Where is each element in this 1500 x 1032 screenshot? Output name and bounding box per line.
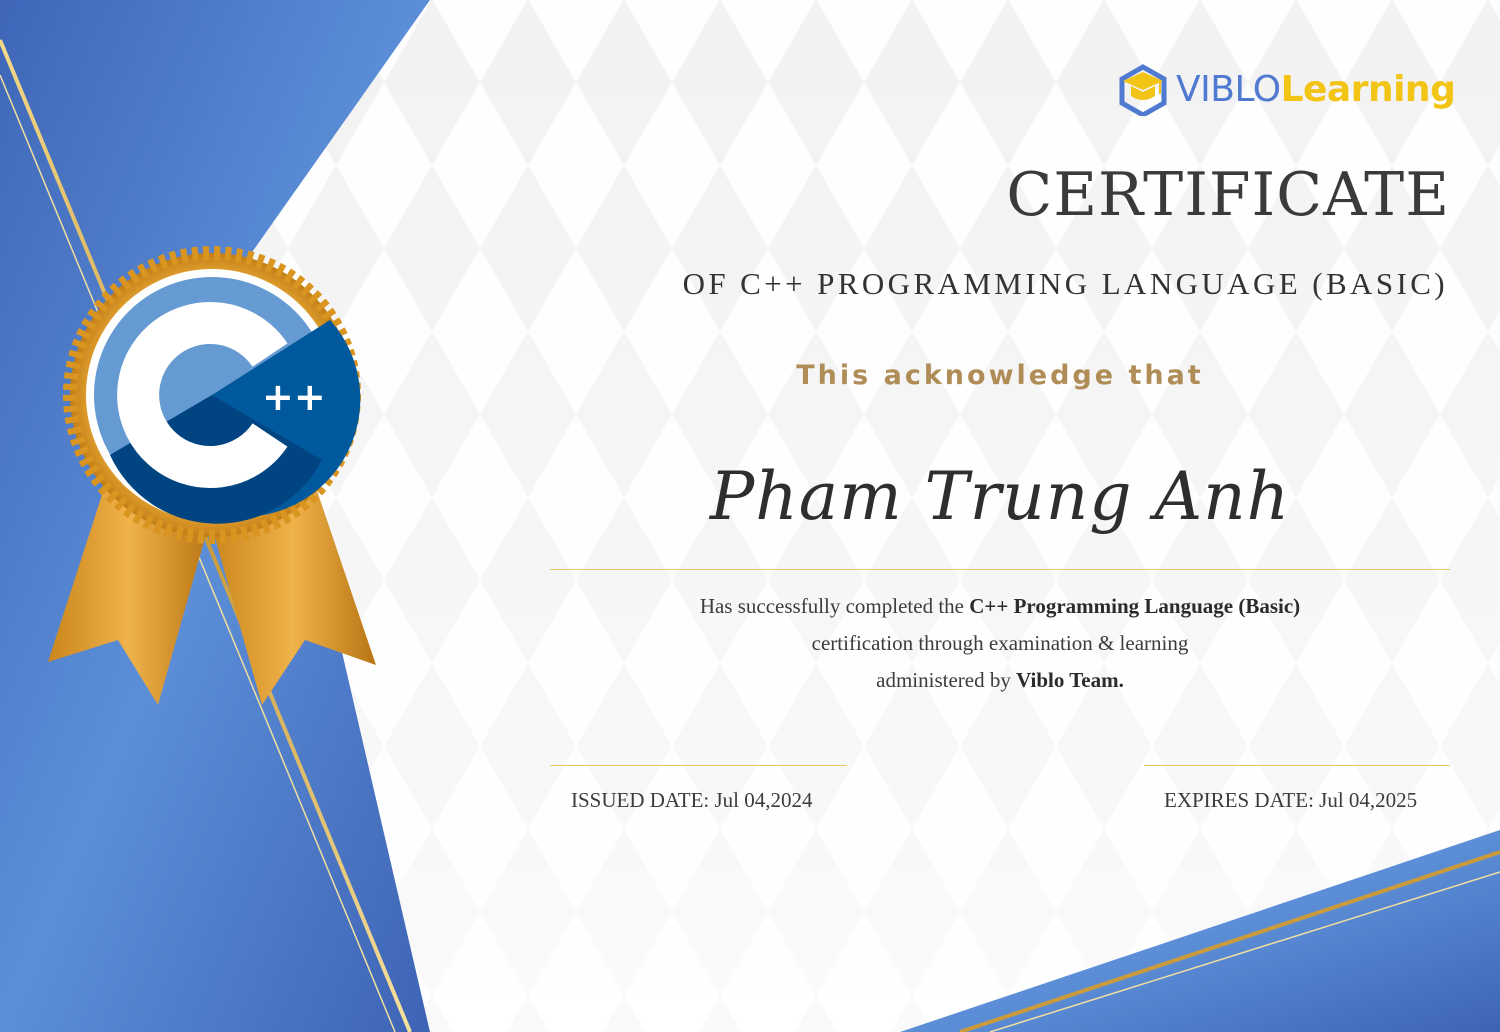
body-line3-prefix: administered by — [876, 668, 1011, 692]
acknowledge-text: This acknowledge that — [796, 360, 1204, 391]
issuer-name: Viblo Team. — [1016, 668, 1124, 692]
issued-date: ISSUED DATE: Jul 04,2024 — [571, 788, 813, 812]
body-line2: certification through examination & learning — [811, 631, 1189, 655]
issued-date-line — [550, 765, 847, 766]
graduation-cap-hexagon-icon — [1118, 64, 1168, 116]
viblo-learning-logo — [1118, 64, 1455, 116]
logo-brand-secondary: Learning — [1280, 69, 1456, 110]
svg-text:++: ++ — [262, 375, 326, 419]
corner-panel-shape — [900, 830, 1500, 1032]
body-line1-prefix: Has successfully completed the — [699, 594, 964, 618]
completion-statement — [550, 588, 1450, 699]
certificate-subtitle: OF C++ PROGRAMMING LANGUAGE (BASIC) — [682, 266, 1448, 301]
expires-date-line — [1144, 765, 1450, 766]
name-underline — [550, 569, 1450, 570]
course-name: C++ Programming Language (Basic) — [969, 594, 1301, 618]
expires-date: EXPIRES DATE: Jul 04,2025 — [1164, 788, 1418, 812]
award-badge — [0, 0, 400, 720]
recipient-name: Pham Trung Anh — [709, 458, 1291, 535]
certificate-title: CERTIFICATE — [1006, 160, 1450, 230]
logo-brand-primary: VIBLO — [1176, 69, 1281, 110]
